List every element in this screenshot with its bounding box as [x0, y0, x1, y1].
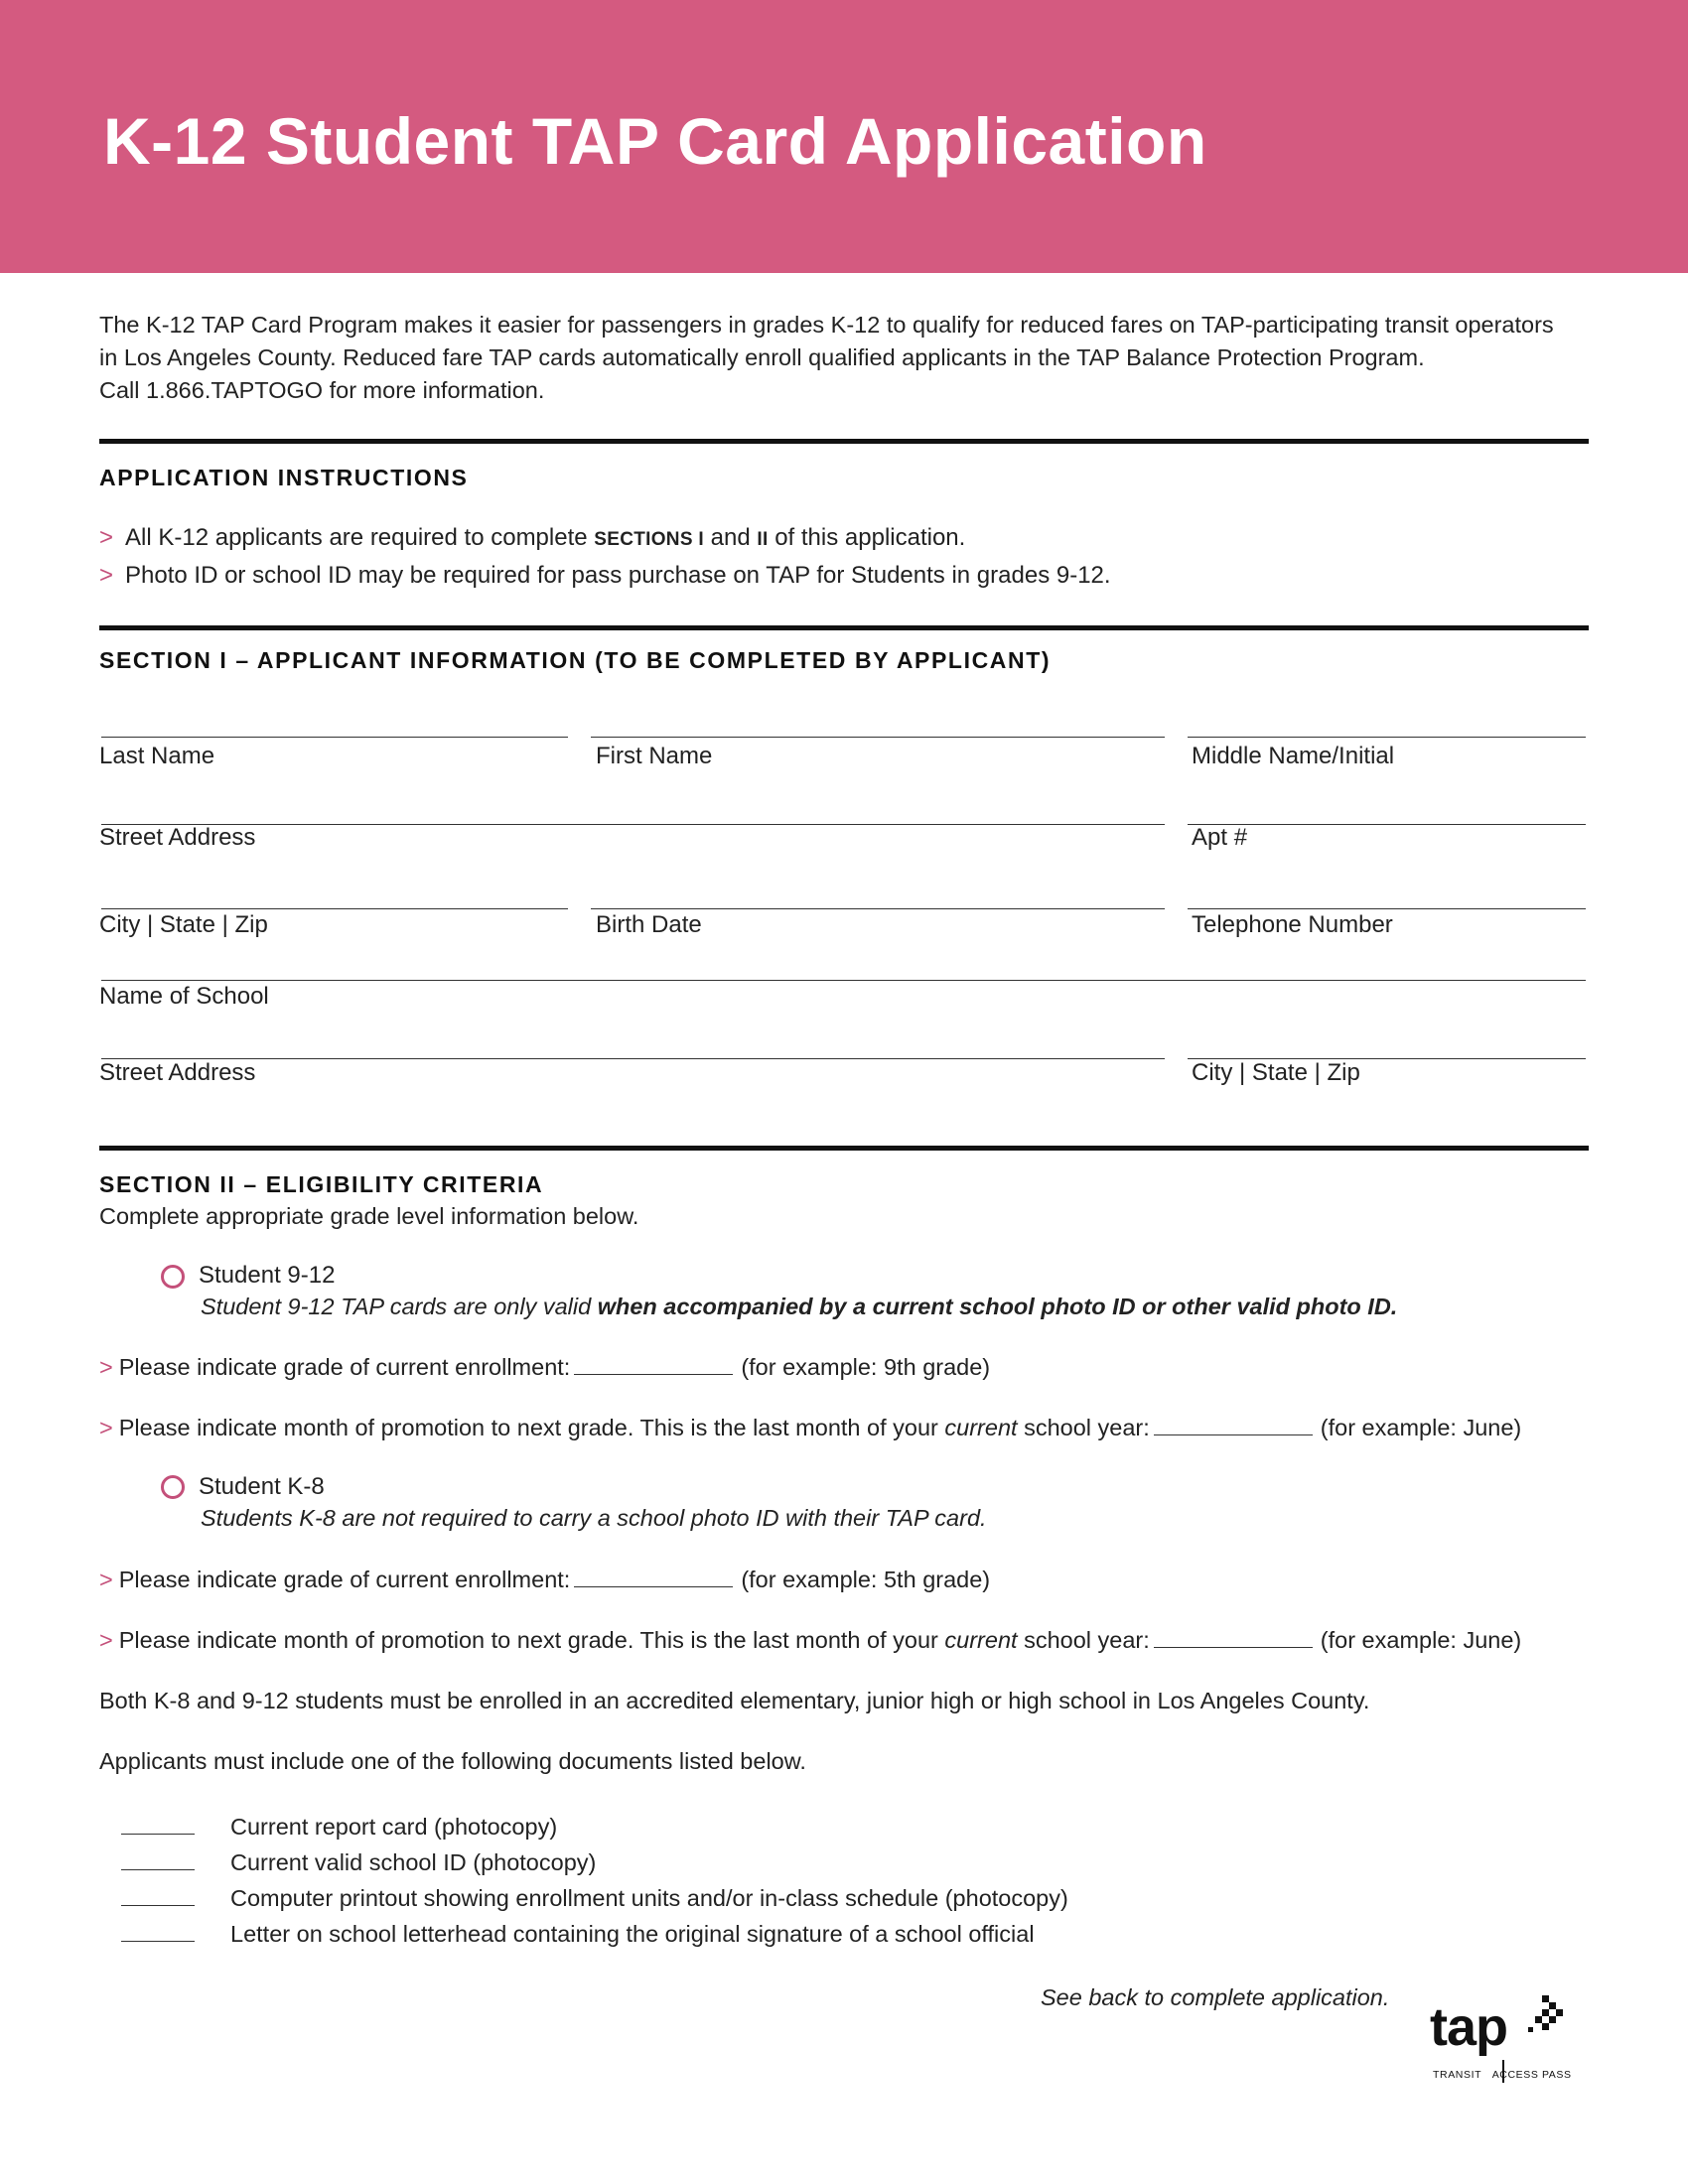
document-item: Computer printout showing enrollment units and/or in-class schedule (photocopy) [121, 1885, 1068, 1912]
intro-line-1: The K-12 TAP Card Program makes it easier for passengers in grades K-12 to qualify for reduced fares on TAP-participating transit operators [99, 312, 1554, 338]
school-street-label: Street Address [99, 1059, 256, 1086]
bullet-arrow-icon: > [99, 1354, 113, 1380]
street-address-label: Street Address [99, 824, 256, 851]
last-name-field[interactable] [101, 737, 568, 738]
section-2-title: SECTION II – ELIGIBILITY CRITERIA [99, 1171, 544, 1197]
school-name-field[interactable] [101, 980, 1586, 981]
document-item: Current valid school ID (photocopy) [121, 1849, 596, 1876]
tap-logo-word: tap [1430, 1997, 1507, 2057]
apt-field[interactable] [1188, 824, 1586, 825]
student-k-8-radio[interactable] [161, 1475, 185, 1499]
first-name-field[interactable] [591, 737, 1165, 738]
school-name-label: Name of School [99, 983, 269, 1010]
bullet-arrow-icon: > [99, 562, 114, 589]
bullet-arrow-icon: > [99, 1567, 113, 1592]
student-k-8-label: Student K-8 [199, 1473, 325, 1500]
grade-enrollment-9-12: > Please indicate grade of current enrollment: (for example: 9th grade) [99, 1354, 991, 1380]
bullet-arrow-icon: > [99, 1415, 113, 1440]
document-check-blank[interactable] [121, 1814, 195, 1835]
city-state-zip-label: City | State | Zip [99, 911, 268, 938]
divider-rule [99, 1146, 1589, 1151]
student-9-12-label: Student 9-12 [199, 1262, 336, 1289]
bullet-arrow-icon: > [99, 1627, 113, 1653]
divider-rule [99, 439, 1589, 444]
instructions-title: APPLICATION INSTRUCTIONS [99, 465, 469, 490]
birth-date-label: Birth Date [596, 911, 702, 938]
middle-name-field[interactable] [1188, 737, 1586, 738]
instruction-item-2: > Photo ID or school ID may be required for pass purchase on TAP for Students in grades 9-12. [99, 562, 1111, 589]
intro-line-2: in Los Angeles County. Reduced fare TAP cards automatically enroll qualified applicants in the TAP Balance Protection Program. [99, 344, 1425, 370]
enrollment-note: Both K-8 and 9-12 students must be enrolled in an accredited elementary, junior high or high school in Los Angeles County. [99, 1688, 1370, 1713]
tap-logo [1430, 1997, 1589, 2085]
telephone-field[interactable] [1188, 908, 1586, 909]
promotion-month-9-12: > Please indicate month of promotion to next grade. This is the last month of your current school year: (for example: June) [99, 1415, 1522, 1440]
month-k-8-blank[interactable] [1154, 1627, 1313, 1648]
divider-rule [99, 625, 1589, 630]
documents-intro: Applicants must include one of the following documents listed below. [99, 1748, 806, 1774]
document-item: Letter on school letterhead containing the original signature of a school official [121, 1921, 1035, 1948]
last-name-label: Last Name [99, 743, 215, 769]
instruction-item-1: > All K-12 applicants are required to complete SECTIONS I and II of this application. [99, 524, 966, 551]
first-name-label: First Name [596, 743, 713, 769]
section-2-subtitle: Complete appropriate grade level information below. [99, 1203, 639, 1229]
school-street-field[interactable] [101, 1058, 1165, 1059]
month-9-12-blank[interactable] [1154, 1415, 1313, 1435]
grade-k-8-blank[interactable] [574, 1567, 733, 1587]
student-9-12-radio[interactable] [161, 1265, 185, 1289]
section-1-title: SECTION I – APPLICANT INFORMATION (TO BE COMPLETED BY APPLICANT) [99, 647, 1052, 673]
document-item: Current report card (photocopy) [121, 1814, 557, 1841]
city-state-zip-field[interactable] [101, 908, 568, 909]
student-9-12-note: Student 9-12 TAP cards are only valid when accompanied by a current school photo ID or other valid photo ID. [201, 1294, 1398, 1319]
grade-9-12-blank[interactable] [574, 1354, 733, 1375]
telephone-label: Telephone Number [1192, 911, 1393, 938]
bullet-arrow-icon: > [99, 524, 114, 551]
promotion-month-k-8: > Please indicate month of promotion to next grade. This is the last month of your current school year: (for example: June) [99, 1627, 1522, 1653]
tap-logo-tagline: TRANSIT ACCESS PASS [1433, 2069, 1572, 2081]
document-check-blank[interactable] [121, 1921, 195, 1942]
document-check-blank[interactable] [121, 1849, 195, 1870]
header-banner [0, 0, 1688, 273]
street-address-field[interactable] [101, 824, 1165, 825]
student-k-8-note: Students K-8 are not required to carry a school photo ID with their TAP card. [201, 1505, 987, 1531]
document-check-blank[interactable] [121, 1885, 195, 1906]
middle-name-label: Middle Name/Initial [1192, 743, 1395, 769]
intro-line-3: Call 1.866.TAPTOGO for more information. [99, 377, 545, 403]
tap-pixel-icon [1526, 1995, 1566, 2045]
grade-enrollment-k-8: > Please indicate grade of current enrollment: (for example: 5th grade) [99, 1567, 991, 1592]
apt-label: Apt # [1192, 824, 1248, 851]
see-back-note: See back to complete application. [1041, 1984, 1390, 2010]
page-title: K-12 Student TAP Card Application [103, 104, 1207, 178]
school-city-state-zip-label: City | State | Zip [1192, 1059, 1360, 1086]
birth-date-field[interactable] [591, 908, 1165, 909]
intro-text [99, 309, 1599, 407]
